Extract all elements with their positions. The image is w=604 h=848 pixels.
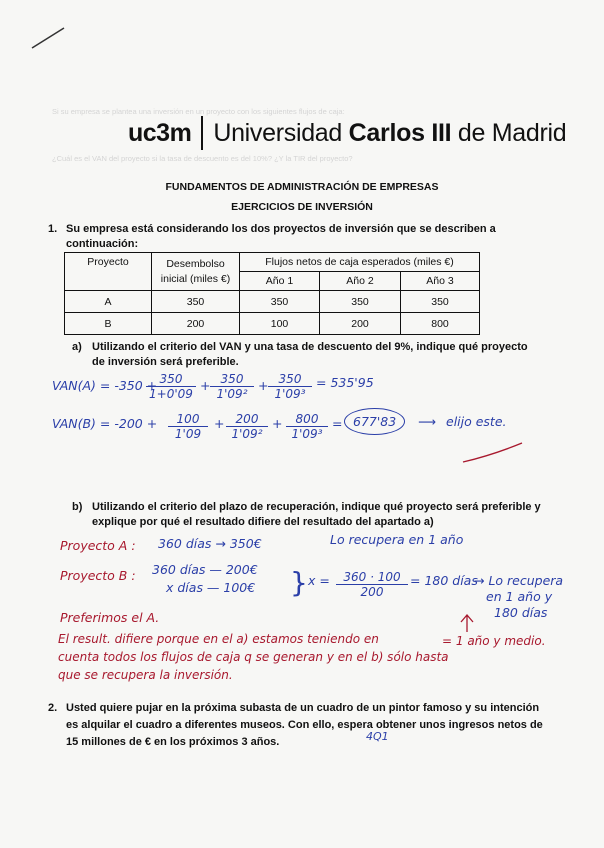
cell-year-2: 350 (320, 291, 401, 313)
question-text: Usted quiere pujar en la próxima subasta de un cuadro de un pintor famoso y su intención es alquilar el cuadro a diferentes museos. Con ello, espera obtener unos ingresos netos de 15 millones de € en los próximos 3 años. (66, 702, 543, 748)
van-a-lhs: VAN(A) = -350 + (52, 378, 158, 393)
cell-year-1: 350 (240, 291, 320, 313)
header-outlay: Desembolso inicial (miles €) (152, 253, 240, 291)
header-year-2: Año 2 (320, 272, 401, 291)
header-flows: Flujos netos de caja esperados (miles €) (240, 253, 480, 272)
part-a (72, 340, 540, 370)
cell-project: A (65, 291, 152, 313)
project-b-line-1: 360 días — 200€ (152, 562, 258, 577)
header-project: Proyecto (65, 253, 152, 291)
question-2-note: 4Q1 (366, 730, 389, 743)
question-number: 1. (48, 223, 58, 235)
project-a-label: Proyecto A : (60, 538, 136, 553)
explanation-line: que se recupera la inversión. (58, 668, 233, 682)
van-a-fraction-2: $\frac{350}{\text{1'09²}}$ (210, 372, 254, 401)
preference-note: Preferimos el A. (60, 610, 160, 625)
project-b-label: Proyecto B : (60, 568, 136, 583)
section-title: EJERCICIOS DE INVERSIÓN (231, 201, 373, 213)
van-a-fraction-1: $\frac{350}{1+0'09}$ (146, 372, 196, 401)
project-b-x-eq: x = (308, 573, 330, 588)
project-b-fraction: $\frac{360 \cdot 100}{200}$ (336, 570, 408, 599)
question-text: Su empresa está considerando los dos proyectos de inversión que se describen a continuación: (66, 223, 496, 250)
project-b-line-2: x días — 100€ (166, 580, 256, 595)
cell-year-1: 100 (240, 313, 320, 335)
van-a-result: = 535'95 (316, 375, 374, 390)
van-b-fraction-2: $\frac{200}{\text{1'09²}}$ (226, 412, 268, 441)
van-b-fraction-3: $\frac{800}{\text{1'09³}}$ (286, 412, 328, 441)
cell-outlay: 200 (152, 313, 240, 335)
explanation-line: cuenta todos los flujos de caja q se generan y en el b) sólo hasta (58, 650, 449, 664)
van-b-result: 677'83 (344, 408, 405, 435)
table-row (65, 291, 480, 313)
bleed-line: ¿Cuál es el VAN del proyecto si la tasa de descuento es del 10%? ¿Y la TIR del proyecto? (52, 154, 353, 163)
project-b-note-1: → Lo recupera (474, 573, 564, 588)
course-title: FUNDAMENTOS DE ADMINISTRACIÓN DE EMPRESAS (165, 181, 439, 193)
project-b-note-3: 180 días (494, 605, 548, 620)
pen-mark-icon (28, 24, 68, 52)
project-b-note-2: en 1 año y (486, 589, 553, 604)
explanation-line: El result. difiere porque en el a) estamos teniendo en (58, 632, 379, 646)
part-text: Utilizando el criterio del VAN y una tasa de descuento del 9%, indique qué proyecto de inversión será preferible. (92, 341, 528, 368)
cell-year-2: 200 (320, 313, 401, 335)
project-a-note: Lo recupera en 1 año (330, 532, 464, 547)
investment-table (64, 252, 480, 335)
project-a-calc: 360 días → 350€ (158, 536, 262, 551)
part-b (72, 500, 544, 530)
header-year-3: Año 3 (401, 272, 480, 291)
question-2 (48, 700, 546, 751)
cell-outlay: 350 (152, 291, 240, 313)
van-a-fraction-3: $\frac{350}{\text{1'09³}}$ (268, 372, 312, 401)
van-b-choice: elijo este. (446, 414, 507, 429)
logo-brand: uc3m (128, 118, 192, 147)
part-label: a) (72, 341, 82, 353)
van-b-fraction-1: $\frac{100}{1'09}$ (168, 412, 208, 441)
red-tick-mark-icon (460, 440, 526, 466)
cell-year-3: 350 (401, 291, 480, 313)
cell-year-3: 800 (401, 313, 480, 335)
red-arrow-icon (452, 612, 482, 636)
bleed-line: Si su empresa se plantea una inversión en un proyecto con los siguientes flujos de caja: (52, 107, 345, 116)
question-1 (48, 222, 546, 252)
part-text: Utilizando el criterio del plazo de recuperación, indique qué proyecto será preferible y explique por qué el resultado difiere del resultado del apartado a) (92, 501, 541, 528)
university-logo (128, 116, 566, 150)
cell-project: B (65, 313, 152, 335)
header-year-1: Año 1 (240, 272, 320, 291)
logo-divider (201, 116, 203, 150)
explanation-note: = 1 año y medio. (442, 634, 546, 648)
logo-university-name: Universidad Carlos III de Madrid (213, 118, 567, 147)
van-b-lhs: VAN(B) = -200 + (52, 416, 158, 431)
project-b-result: = 180 días (410, 573, 478, 588)
table-row (65, 313, 480, 335)
part-label: b) (72, 501, 83, 513)
question-number: 2. (48, 702, 58, 714)
